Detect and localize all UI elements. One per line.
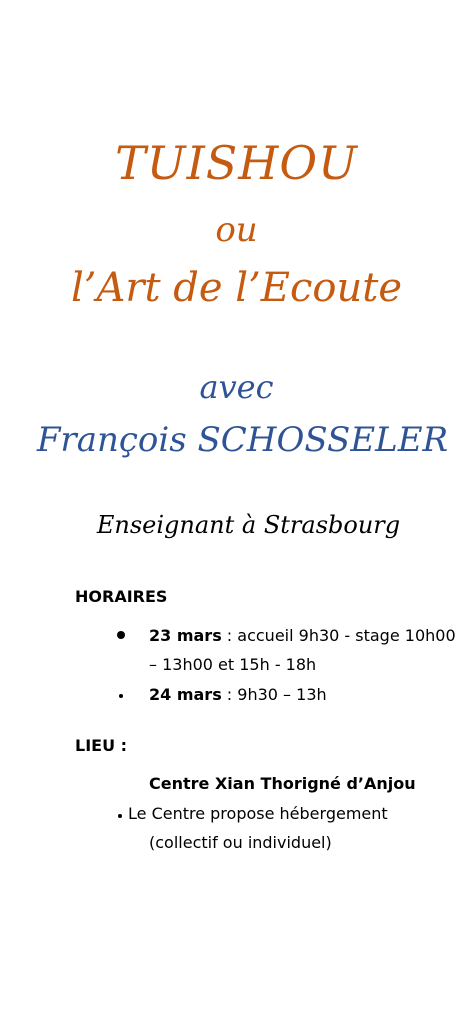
schedule-item-2 xyxy=(149,685,327,705)
subtitle: l’Art de l’Ecoute xyxy=(71,265,402,311)
schedule-item-2-date: 24 mars xyxy=(149,685,222,704)
schedule-item-1-line2: – 13h00 et 15h - 18h xyxy=(149,655,317,674)
schedule-item-1-line1 xyxy=(149,626,456,646)
venue-name: Centre Xian Thorigné d’Anjou xyxy=(149,774,416,793)
bullet-icon xyxy=(117,631,125,639)
main-title: TUISHOU xyxy=(115,136,358,190)
presenter-name: François SCHOSSELER xyxy=(36,420,449,460)
bullet-icon xyxy=(119,694,123,698)
lieu-heading: LIEU : xyxy=(75,736,128,755)
bullet-icon xyxy=(118,814,122,818)
horaires-heading: HORAIRES xyxy=(75,587,168,606)
title-connector: ou xyxy=(215,210,258,250)
avec-label: avec xyxy=(199,368,274,406)
venue-note-line2: (collectif ou individuel) xyxy=(149,833,332,852)
venue-note-line1: Le Centre propose hébergement xyxy=(128,804,388,823)
schedule-item-1-text: : accueil 9h30 - stage 10h00 xyxy=(221,626,456,645)
presenter-role: Enseignant à Strasbourg xyxy=(96,511,401,539)
schedule-item-1-date: 23 mars xyxy=(149,626,222,645)
schedule-item-2-text: : 9h30 – 13h xyxy=(221,685,327,704)
